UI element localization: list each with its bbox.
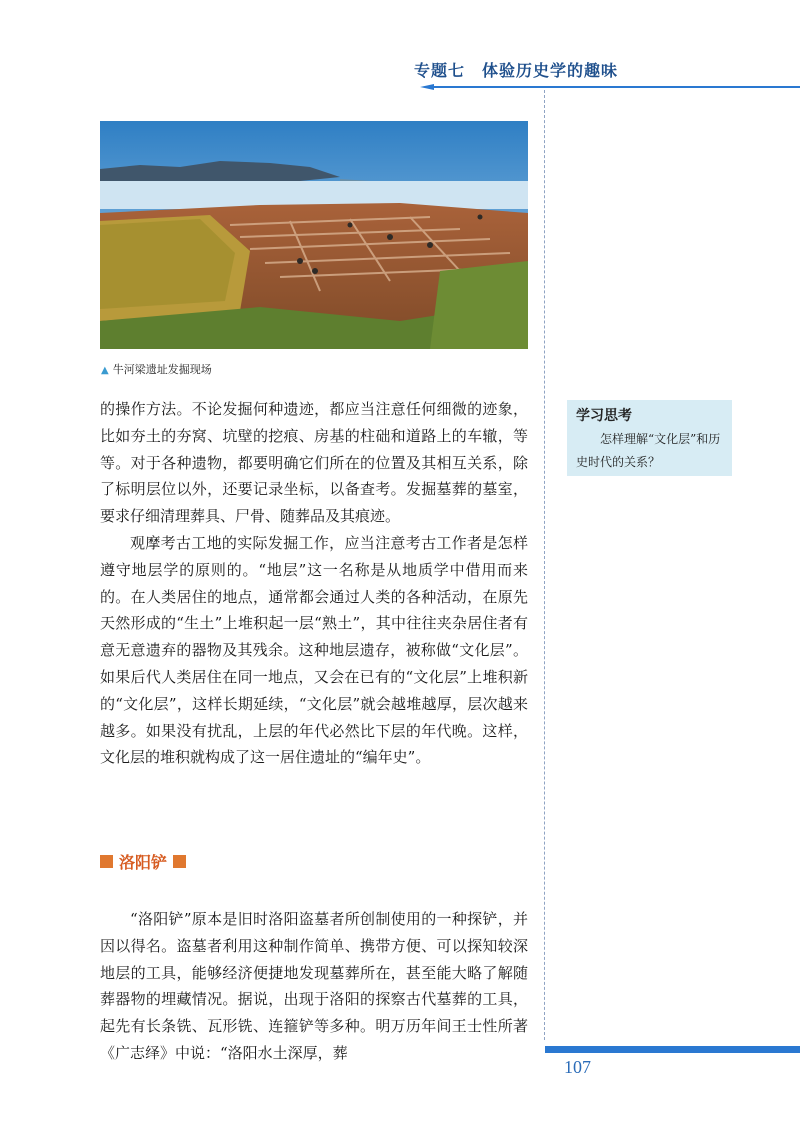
sidebar-question: 怎样理解“文化层”和历史时代的关系？: [576, 432, 721, 469]
section-text-block: [100, 906, 528, 1067]
section-heading: [100, 850, 186, 873]
margin-divider: [544, 90, 545, 1040]
chapter-header-title: 专题七 体验历史学的趣味: [414, 61, 619, 80]
sidebar-title: 学习思考: [576, 408, 632, 424]
caption-triangle-icon: ▲: [101, 365, 109, 376]
paragraph: 的操作方法。不论发掘何种遗迹，都应当注意任何细微的迹象，比如夯土的夯窝、坑壁的挖痕、房基的柱础和道路上的车辙，等等。对于各种遗物，都要明确它们所在的位置及其相互关系，除了标明层位以外，还要记录坐标，以备查考。发掘墓葬的墓室，要求仔细清理葬具、尸骨、随葬品及其痕迹。: [100, 400, 528, 526]
header-rule: [420, 84, 800, 90]
section-heading-text: 洛阳铲: [119, 853, 168, 872]
main-text-block: [100, 396, 528, 771]
study-question-box: [567, 400, 732, 476]
square-bullet-icon: [173, 855, 186, 868]
page-number: 107: [564, 1057, 591, 1077]
square-bullet-icon: [100, 855, 113, 868]
excavation-site-photo: [100, 121, 528, 349]
paragraph: “洛阳铲”原本是旧时洛阳盗墓者所创制使用的一种探铲，并因以得名。盗墓者利用这种制作简单、携带方便、可以探知较深地层的工具，能够经济便捷地发现墓葬所在，甚至能大略了解随葬器物的埋藏情况。据说，出现于洛阳的探察古代墓葬的工具，起先有长条铣、瓦形铣、连箍铲等多种。明万历年间王士性所著《广志绎》中说：“洛阳水土深厚，葬: [100, 910, 528, 1062]
caption-text: 牛河梁遗址发掘现场: [112, 363, 212, 376]
paragraph: 观摩考古工地的实际发掘工作，应当注意考古工作者是怎样遵守地层学的原则的。“地层”这一名称是从地质学中借用而来的。在人类居住的地点，通常都会通过人类的各种活动，在原先天然形成的“生土”上堆积起一层“熟土”，其中往往夹杂居住者有意无意遗弃的器物及其残余。这种地层遗存，被称做“文化层”。如果后代人类居住在同一地点，又会在已有的“文化层”上堆积新的“文化层”，这样长期延续，“文化层”就会越堆越厚，层次越来越多。如果没有扰乱，上层的年代必然比下层的年代晚。这样，文化层的堆积就构成了这一居住遗址的“编年史”。: [100, 533, 528, 767]
photo-caption: [101, 361, 212, 377]
footer-bar: [545, 1046, 800, 1053]
